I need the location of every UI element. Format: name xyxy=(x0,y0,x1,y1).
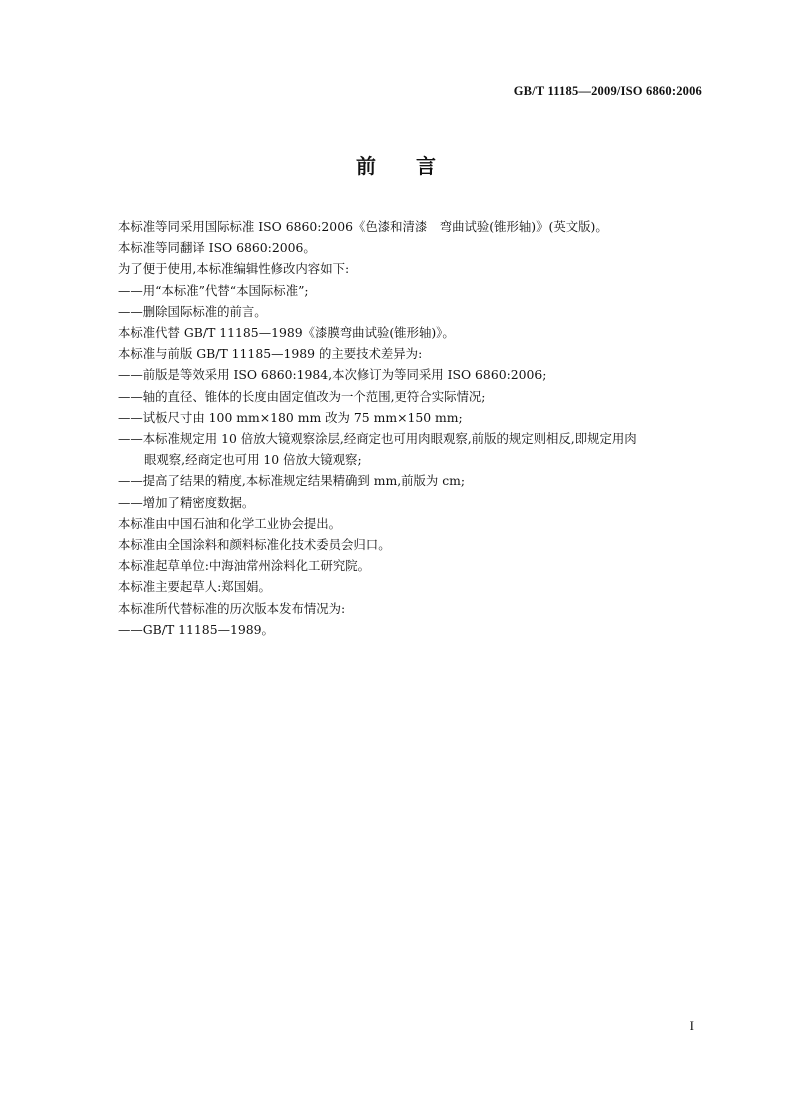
foreword-list-item: ——增加了精密度数据。 xyxy=(118,494,255,510)
foreword-list-item: ——提高了结果的精度,本标准规定结果精确到 mm,前版为 cm; xyxy=(118,473,466,489)
page-title: 前言 xyxy=(356,154,476,178)
foreword-list-item: ——轴的直径、锥体的长度由固定值改为一个范围,更符合实际情况; xyxy=(118,388,486,404)
foreword-list-item: ——用“本标准”代替“本国际标准”; xyxy=(118,282,309,298)
foreword-line: 本标准主要起草人:郑国娟。 xyxy=(118,579,271,595)
foreword-line: 本标准由中国石油和化学工业协会提出。 xyxy=(118,515,342,531)
foreword-line: 本标准等同翻译 ISO 6860:2006。 xyxy=(118,240,316,256)
foreword-list-item: ——本标准规定用 10 倍放大镜观察涂层,经商定也可用肉眼观察,前版的规定则相反,即规定用肉 xyxy=(118,431,637,447)
foreword-list-item: ——前版是等效采用 ISO 6860:1984,本次修订为等同采用 ISO 6860:2006; xyxy=(118,367,547,383)
foreword-list-item: ——删除国际标准的前言。 xyxy=(118,303,267,319)
foreword-list-item: ——GB/T 11185—1989。 xyxy=(118,621,274,637)
foreword-list-item: ——试板尺寸由 100 mm×180 mm 改为 75 mm×150 mm; xyxy=(118,409,463,425)
foreword-list-item-continuation: 眼观察,经商定也可用 10 倍放大镜观察; xyxy=(144,452,362,468)
page-number: I xyxy=(689,1018,694,1033)
foreword-line: 本标准起草单位:中海油常州涂料化工研究院。 xyxy=(118,558,370,574)
foreword-line: 本标准由全国涂料和颜料标准化技术委员会归口。 xyxy=(118,537,391,553)
foreword-line: 本标准与前版 GB/T 11185—1989 的主要技术差异为: xyxy=(118,346,423,362)
foreword-body xyxy=(118,216,712,640)
foreword-line: 本标准所代替标准的历次版本发布情况为: xyxy=(118,600,346,616)
foreword-line: 本标准代替 GB/T 11185—1989《漆膜弯曲试验(锥形轴)》。 xyxy=(118,325,455,341)
foreword-line: 本标准等同采用国际标准 ISO 6860:2006《色漆和清漆 弯曲试验(锥形轴)》(英文版)。 xyxy=(118,219,608,234)
standard-code: GB/T 11185—2009/ISO 6860:2006 xyxy=(513,84,702,98)
foreword-line: 为了便于使用,本标准编辑性修改内容如下: xyxy=(118,261,350,277)
